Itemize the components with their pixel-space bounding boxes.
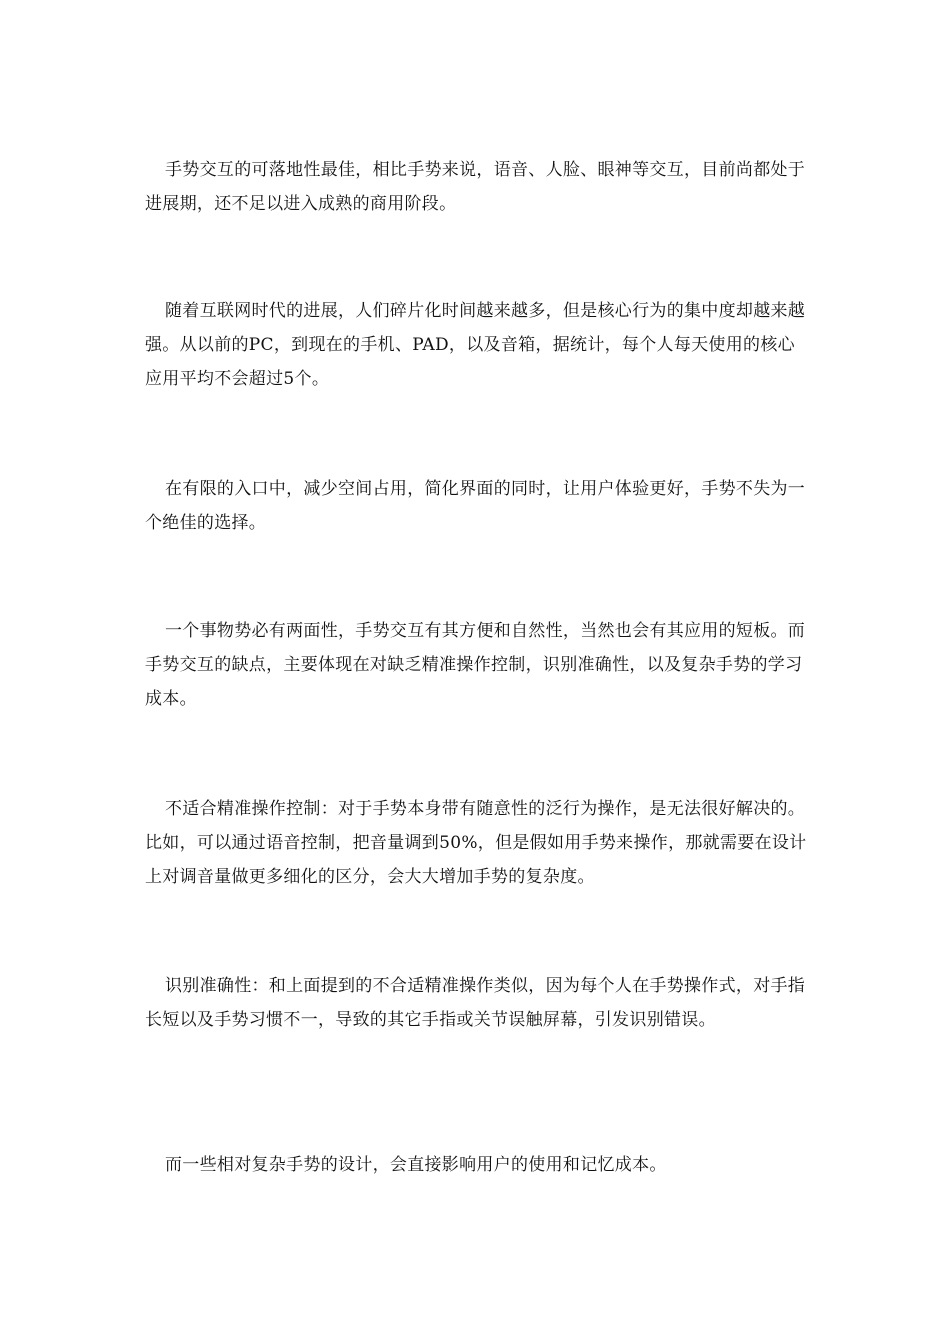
paragraph-complex-gestures: 而一些相对复杂手势的设计，会直接影响用户的使用和记忆成本。 [165, 1155, 667, 1175]
paragraph-gesture-feasibility: 手势交互的可落地性最佳，相比手势来说，语音、人脸、眼神等交互，目前尚都处于进展期，还不足以进入成熟的商用阶段。 [145, 160, 806, 214]
paragraph-precise-control: 不适合精准操作控制：对于手势本身带有随意性的泛行为操作，是无法很好解决的。比如，可以通过语音控制，把音量调到50%，但是假如用手势来操作，那就需要在设计上对调音量做更多细化的区分，会大大增加手势的复杂度。 [145, 799, 807, 887]
paragraph-limited-entry: 在有限的入口中，减少空间占用，简化界面的同时，让用户体验更好，手势不失为一个绝佳的选择。 [145, 479, 806, 533]
paragraph-two-sides: 一个事物势必有两面性，手势交互有其方便和自然性，当然也会有其应用的短板。而手势交互的缺点，主要体现在对缺乏精准操作控制，识别准确性，以及复杂手势的学习成本。 [145, 621, 806, 709]
paragraph-internet-era: 随着互联网时代的进展，人们碎片化时间越来越多，但是核心行为的集中度却越来越强。从以前的PC，到现在的手机、PAD，以及音箱，据统计，每个人每天使用的核心应用平均不会超过5个。 [145, 301, 806, 389]
paragraph-recognition-accuracy: 识别准确性：和上面提到的不合适精准操作类似，因为每个人在手势操作式，对手指长短以及手势习惯不一，导致的其它手指或关节误触屏幕，引发识别错误。 [145, 976, 806, 1030]
